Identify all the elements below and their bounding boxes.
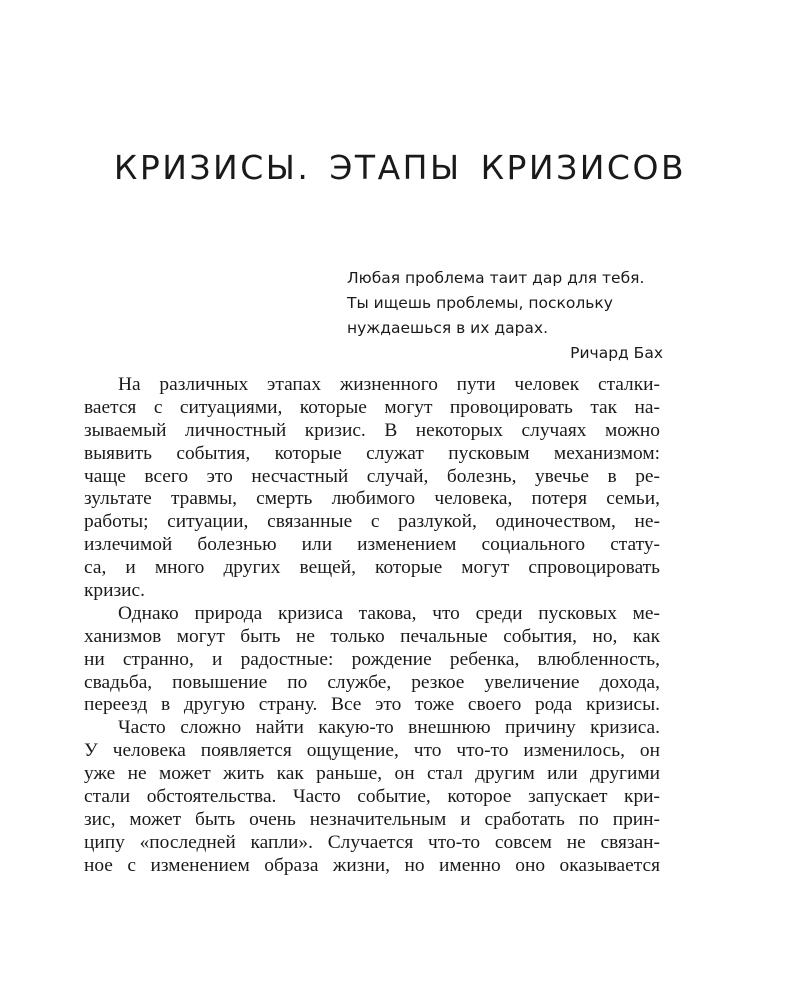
text-line: са, и много других вещей, которые могут спровоцировать — [84, 557, 660, 579]
text-line: уже не может жить как раньше, он стал другим или другими — [84, 763, 660, 785]
text-line: чаще всего это несчастный случай, болезнь, увечье в ре- — [84, 465, 660, 487]
text-line: ципу «последней капли». Случается что-то совсем не связан- — [84, 831, 660, 853]
text-line: Однако природа кризиса такова, что среди пусковых ме- — [118, 602, 660, 624]
text-line: зис, может быть очень незначительным и сработать по прин- — [84, 808, 660, 830]
text-line: У человека появляется ощущение, что что-то изменилось, он — [84, 740, 660, 762]
epigraph-line: Любая проблема таит дар для тебя. — [347, 269, 645, 287]
text-line: переезд в другую страну. Все это тоже своего рода кризисы. — [84, 694, 660, 716]
epigraph — [347, 266, 663, 366]
text-line: зультате травмы, смерть любимого человека, потеря семьи, — [84, 488, 660, 510]
text-line: излечимой болезнью или изменением социального стату- — [84, 534, 660, 556]
epigraph-author: Ричард Бах — [570, 344, 663, 362]
text-line: ное с изменением образа жизни, но именно оно оказывается — [84, 854, 660, 876]
text-line: ни странно, и радостные: рождение ребенка, влюбленность, — [84, 648, 660, 670]
text-line: стали обстоятельства. Часто событие, которое запускает кри- — [84, 786, 660, 808]
chapter-title: КРИЗИСЫ. ЭТАПЫ КРИЗИСОВ — [113, 148, 687, 187]
text-line: работы; ситуации, связанные с разлукой, одиночеством, не- — [84, 511, 660, 533]
text-line: кризис. — [84, 580, 145, 602]
epigraph-line: Ты ищешь проблемы, поскольку — [347, 294, 613, 312]
text-line: свадьба, повышение по службе, резкое увеличение дохода, — [84, 671, 660, 693]
text-line: зываемый личностный кризис. В некоторых случаях можно — [84, 419, 660, 441]
text-line: выявить события, которые служат пусковым механизмом: — [84, 442, 660, 464]
text-line: На различных этапах жизненного пути человек сталки- — [118, 374, 660, 395]
text-line: ханизмов могут быть не только печальные события, но, как — [84, 625, 660, 647]
body-text — [84, 374, 660, 878]
text-line: Часто сложно найти какую-то внешнюю причину кризиса. — [118, 717, 660, 739]
text-line: вается с ситуациями, которые могут провоцировать так на- — [84, 396, 660, 418]
epigraph-line: нуждаешься в их дарах. — [347, 319, 549, 337]
